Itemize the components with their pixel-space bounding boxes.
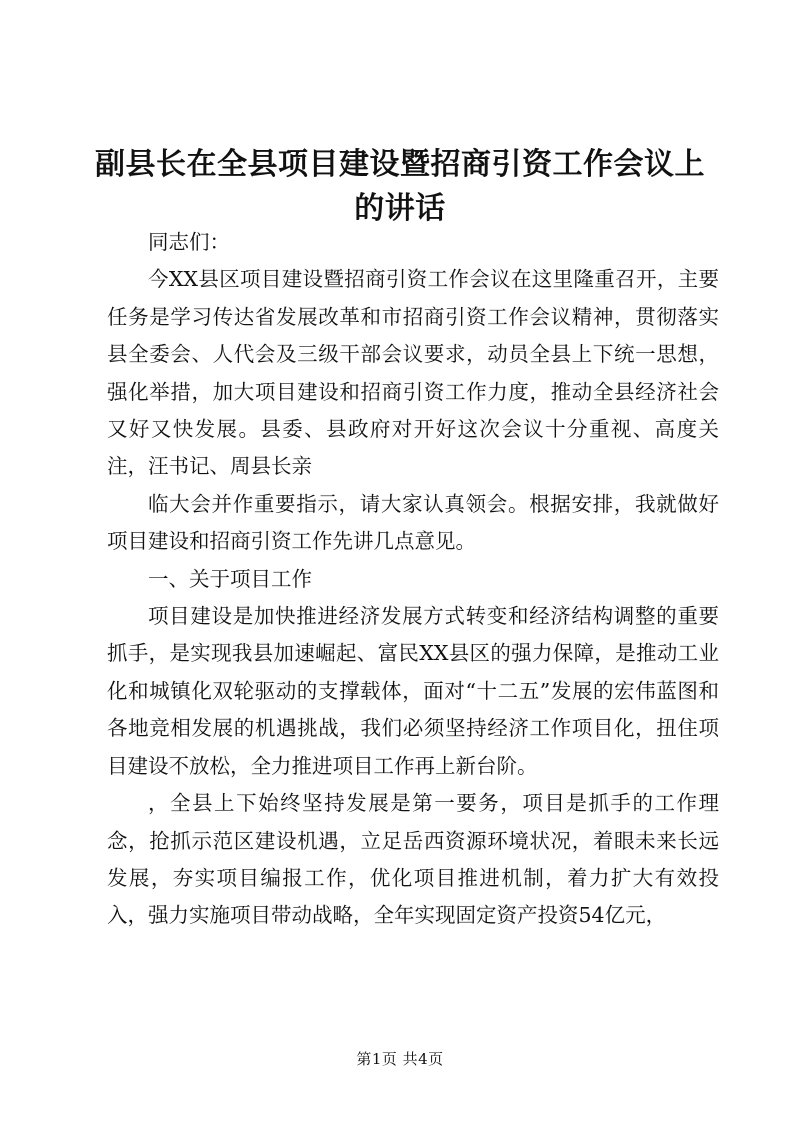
page-number-footer: 第1页 共4页	[356, 1050, 444, 1068]
paragraph-opening: 今XX县区项目建设暨招商引资工作会议在这里隆重召开，主要任务是学习传达省发展改革和市招商引资工作会议精神，贯彻落实县全委会、人代会及三级干部会议要求，动员全县上下统一思想，强化举措，加大项目建设和招商引资工作力度，推动全县经济社会又好又快发展。县委、县政府对开好这次会议十分重视、高度关注，汪书记、周县长亲	[107, 267, 719, 479]
salutation: 同志们：	[148, 230, 230, 254]
document-body	[107, 224, 719, 935]
paragraph-instructions: 临大会并作重要指示，请大家认真领会。根据安排，我就做好项目建设和招商引资工作先讲几点意见。	[107, 491, 719, 554]
document-title: 副县长在全县项目建设暨招商引资工作会议上的讲话	[95, 147, 705, 226]
section-heading: 一、关于项目工作	[148, 566, 312, 591]
paragraph-project-importance: 项目建设是加快推进经济发展方式转变和经济结构调整的重要抓手，是实现我县加速崛起、富民XX县区的强力保障，是推动工业化和城镇化双轮驱动的支撑载体，面对“十二五”发展的宏伟蓝图和各地竞相发展的机遇挑战，我们必须坚持经济工作项目化，扭住项目建设不放松，全力推进项目工作再上新台阶。	[107, 604, 719, 778]
paragraph-project-work: ，全县上下始终坚持发展是第一要务，项目是抓手的工作理念，抢抓示范区建设机遇，立足岳西资源环境状况，着眼未来长远发展，夯实项目编报工作，优化项目推进机制，着力扩大有效投入，强力实施项目带动战略，全年实现固定资产投资54亿元，	[107, 791, 719, 928]
